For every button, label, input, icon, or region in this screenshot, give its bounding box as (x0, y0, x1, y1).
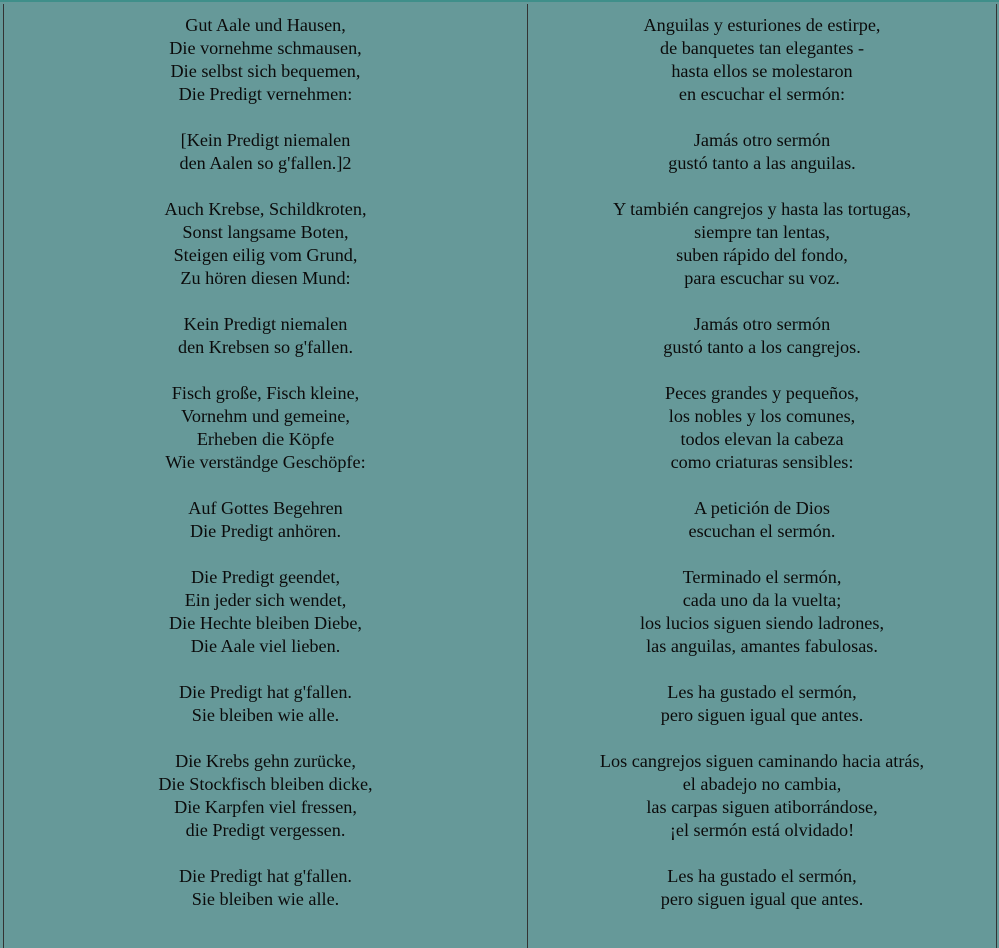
stanza (528, 313, 996, 359)
poem-line: Les ha gustado el sermón, (667, 866, 857, 886)
poem-line: en escuchar el sermón: (678, 84, 846, 104)
poem-line: Terminado el sermón, (682, 567, 842, 587)
poem-line: Die Predigt hat g'fallen. (179, 866, 352, 886)
poem-line: el abadejo no cambia, (682, 774, 842, 794)
poem-line: Die Aale viel lieben. (190, 636, 341, 656)
poem-line: Auf Gottes Begehren (188, 498, 343, 518)
poem-line: Die Predigt geendet, (191, 567, 340, 587)
poem-line: Les ha gustado el sermón, (667, 682, 857, 702)
poem-line: Fisch große, Fisch kleine, (171, 383, 360, 403)
poem-line: die Predigt vergessen. (185, 820, 346, 840)
poem-line: las anguilas, amantes fabulosas. (646, 636, 878, 656)
poem-line: siempre tan lentas, (694, 222, 830, 242)
poem-line: Jamás otro sermón (693, 314, 831, 334)
poem-line: gustó tanto a los cangrejos. (663, 337, 861, 357)
stanza (4, 865, 527, 911)
poem-line: suben rápido del fondo, (676, 245, 848, 265)
poem-line: A petición de Dios (694, 498, 830, 518)
poem-line: Die Karpfen viel fressen, (174, 797, 357, 817)
german-column (3, 4, 527, 948)
poem-line: Die Predigt anhören. (189, 521, 341, 541)
poem-line: todos elevan la cabeza (680, 429, 844, 449)
stanza (4, 198, 527, 290)
stanza (528, 382, 996, 474)
poem-line: pero siguen igual que antes. (660, 889, 864, 909)
poem-line: los nobles y los comunes, (668, 406, 856, 426)
poem-line: para escuchar su voz. (684, 268, 840, 288)
stanza (528, 865, 996, 911)
poem-line: gustó tanto a las anguilas. (668, 153, 856, 173)
poem-line: Die Predigt vernehmen: (178, 84, 353, 104)
stanza (528, 750, 996, 842)
poem-line: ¡el sermón está olvidado! (669, 820, 855, 840)
poem-line: Die Krebs gehn zurücke, (175, 751, 356, 771)
stanza (528, 497, 996, 543)
poem-line: Die vornehme schmausen, (169, 38, 362, 58)
poem-line: Auch Krebse, Schildkroten, (164, 199, 367, 219)
poem-line: Die selbst sich bequemen, (170, 61, 361, 81)
spanish-column (527, 4, 997, 948)
poem-table (3, 4, 997, 948)
poem-line: Erheben die Köpfe (196, 429, 335, 449)
poem-line: de banquetes tan elegantes - (659, 38, 864, 58)
poem-line: Ein jeder sich wendet, (184, 590, 347, 610)
stanza (4, 14, 527, 106)
stanza (528, 129, 996, 175)
poem-line: Zu hören diesen Mund: (180, 268, 351, 288)
stanza (528, 198, 996, 290)
poem-line: las carpas siguen atiborrándose, (646, 797, 878, 817)
poem-line: Los cangrejos siguen caminando hacia atrás, (599, 751, 925, 771)
poem-line: [Kein Predigt niemalen (180, 130, 351, 150)
poem-line: Y también cangrejos y hasta las tortugas, (613, 199, 911, 219)
stanza (4, 497, 527, 543)
poem-line: pero siguen igual que antes. (660, 705, 864, 725)
poem-line: Kein Predigt niemalen (183, 314, 348, 334)
stanza (528, 14, 996, 106)
poem-line: Vornehm und gemeine, (181, 406, 350, 426)
poem-line: Sonst langsame Boten, (182, 222, 349, 242)
stanza (4, 129, 527, 175)
poem-line: Steigen eilig vom Grund, (173, 245, 358, 265)
poem-line: como criaturas sensibles: (670, 452, 854, 472)
stanza (4, 382, 527, 474)
stanza (4, 566, 527, 658)
poem-line: Gut Aale und Hausen, (185, 15, 346, 35)
stanza (528, 681, 996, 727)
poem-line: Die Hechte bleiben Diebe, (169, 613, 362, 633)
poem-line: Die Predigt hat g'fallen. (179, 682, 352, 702)
poem-line: hasta ellos se molestaron (671, 61, 853, 81)
stanza (528, 566, 996, 658)
poem-line: Die Stockfisch bleiben dicke, (158, 774, 373, 794)
poem-line: Sie bleiben wie alle. (191, 705, 340, 725)
poem-line: Sie bleiben wie alle. (191, 889, 340, 909)
poem-line: cada uno da la vuelta; (682, 590, 842, 610)
poem-line: Peces grandes y pequeños, (665, 383, 859, 403)
stanza (4, 313, 527, 359)
poem-line: Wie verständge Geschöpfe: (165, 452, 366, 472)
stanza (4, 750, 527, 842)
stanza (4, 681, 527, 727)
poem-line: los lucios siguen siendo ladrones, (640, 613, 884, 633)
poem-line: den Aalen so g'fallen.]2 (179, 153, 352, 173)
poem-line: Jamás otro sermón (693, 130, 831, 150)
poem-line: escuchan el sermón. (688, 521, 836, 541)
poem-line: den Krebsen so g'fallen. (178, 337, 353, 357)
poem-line: Anguilas y esturiones de estirpe, (643, 15, 881, 35)
